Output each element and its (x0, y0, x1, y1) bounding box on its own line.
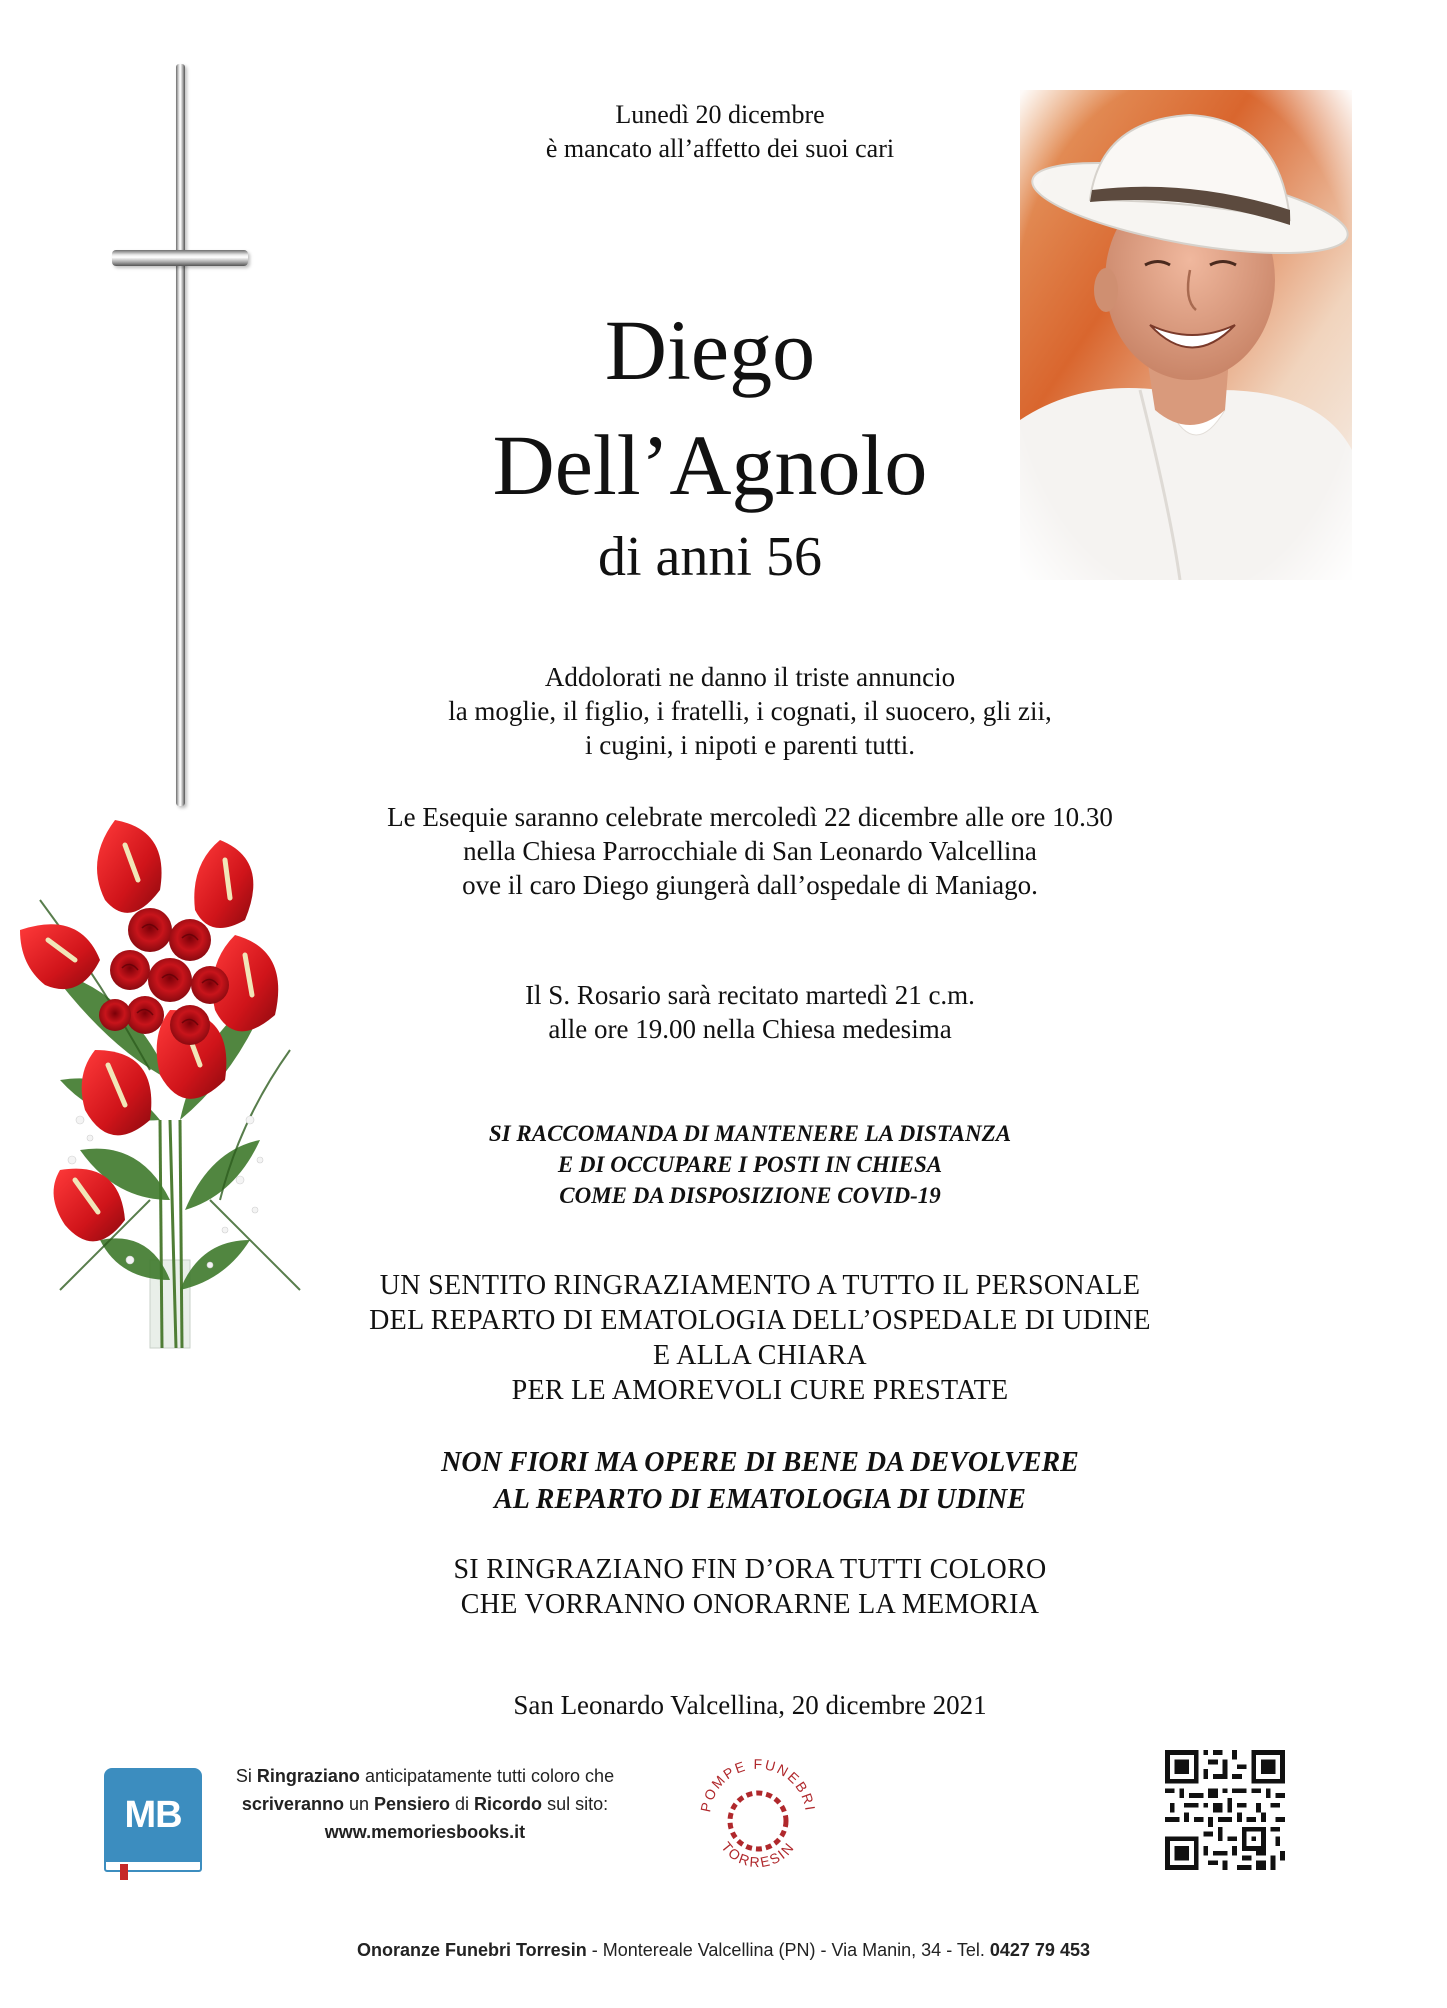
final-thanks-line: SI RINGRAZIANO FIN D’ORA TUTTI COLORO (453, 1554, 1047, 1585)
memoriesbooks-line-1: Si Ringraziano anticipatamente tutti coloro che (235, 1766, 615, 1786)
cross-horizontal-bar (112, 250, 248, 266)
announcement-line: la moglie, il figlio, i fratelli, i cognati, il suocero, gli zii, (448, 696, 1052, 726)
memoriesbooks-logo (104, 1768, 204, 1878)
qr-code-icon[interactable] (1165, 1750, 1285, 1870)
announcement-line: Addolorati ne danno il triste annuncio (544, 662, 956, 692)
deceased-age: di anni 56 (598, 526, 822, 588)
memoriesbooks-url[interactable]: www.memoriesbooks.it (324, 1822, 526, 1842)
announcement-block (300, 660, 1200, 762)
svg-text:TORRESIN (718, 1838, 797, 1870)
footer-address: - Montereale Valcellina (PN) - Via Manin, 34 - Tel. (586, 1940, 990, 1960)
footer (100, 1940, 1347, 1961)
donations-line: AL REPARTO DI EMATOLOGIA DI UDINE (494, 1484, 1026, 1515)
funeral-line: ove il caro Diego giungerà dall’ospedale di Maniago. (462, 870, 1038, 900)
covid-notice-line: COME DA DISPOSIZIONE COVID-19 (559, 1183, 941, 1208)
rosary-line: Il S. Rosario sarà recitato martedì 21 c.m. (525, 980, 975, 1010)
rosary-block (300, 978, 1200, 1046)
deceased-first-name: Diego (604, 302, 816, 398)
thanks-line: PER LE AMOREVOLI CURE PRESTATE (511, 1375, 1009, 1406)
header-subtitle: è mancato all’affetto dei suoi cari (545, 134, 895, 163)
covid-notice (300, 1118, 1200, 1211)
donations-line: NON FIORI MA OPERE DI BENE DA DEVOLVERE (441, 1447, 1079, 1478)
final-thanks-block (300, 1552, 1200, 1622)
thanks-line: UN SENTITO RINGRAZIAMENTO A TUTTO IL PERSONALE (379, 1270, 1141, 1301)
mb-logo-text: MB (124, 1794, 182, 1836)
covid-notice-line: SI RACCOMANDA DI MANTENERE LA DISTANZA (488, 1121, 1012, 1146)
logo-top-text: POMPE FUNEBRI (697, 1755, 819, 1814)
cross-vertical-bar (176, 64, 185, 806)
funeral-line: Le Esequie saranno celebrate mercoledì 22 dicembre alle ore 10.30 (387, 802, 1113, 832)
memoriesbooks-text (210, 1762, 640, 1846)
final-thanks-line: CHE VORRANNO ONORARNE LA MEMORIA (460, 1589, 1040, 1620)
funeral-home-logo (688, 1745, 828, 1885)
footer-phone: 0427 79 453 (989, 1940, 1090, 1960)
thanks-line: DEL REPARTO DI EMATOLOGIA DELL’OSPEDALE DI UDINE (369, 1305, 1151, 1336)
header-date: Lunedì 20 dicembre (615, 100, 825, 129)
funeral-line: nella Chiesa Parrocchiale di San Leonardo Valcellina (463, 836, 1037, 866)
thanks-line: E ALLA CHIARA (653, 1340, 867, 1371)
donations-block (280, 1444, 1240, 1518)
deceased-last-name: Dell’Agnolo (492, 417, 928, 513)
place-date: San Leonardo Valcellina, 20 dicembre 2021 (513, 1690, 987, 1720)
logo-bottom-text: TORRESIN (718, 1838, 798, 1871)
covid-notice-line: E DI OCCUPARE I POSTI IN CHIESA (557, 1152, 943, 1177)
flower-bouquet-icon (20, 820, 310, 1350)
announcement-line: i cugini, i nipoti e parenti tutti. (585, 730, 915, 760)
book-pages (104, 1860, 202, 1872)
memoriesbooks-line-2: scriveranno un Pensiero di Ricordo sul sito: (241, 1794, 609, 1814)
bookmark-icon (120, 1864, 128, 1880)
footer-name: Onoranze Funebri Torresin (357, 1940, 587, 1960)
funeral-block (280, 800, 1220, 902)
rosary-line: alle ore 19.00 nella Chiesa medesima (548, 1014, 952, 1044)
thanks-block (280, 1268, 1240, 1408)
deceased-photo (1020, 90, 1352, 580)
